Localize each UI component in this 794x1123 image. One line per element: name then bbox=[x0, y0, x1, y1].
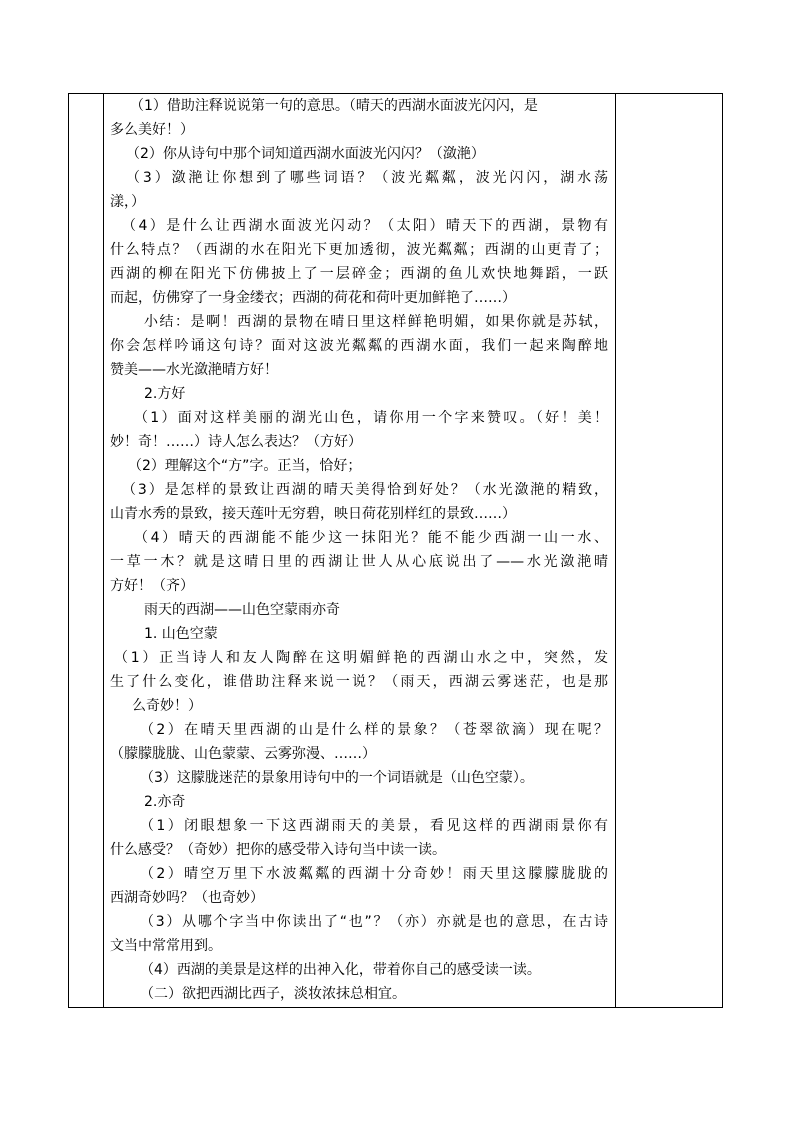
text-line: （2）晴空万里下水波粼粼的西湖十分奇妙！雨天里这朦朦胧胧的 bbox=[140, 866, 608, 882]
text-line: （2）在晴天里西湖的山是什么样的景象？（苍翠欲滴）现在呢？ bbox=[140, 722, 608, 738]
text-line: （3）是怎样的景致让西湖的晴天美得恰到好处？（水光潋滟的精致， bbox=[122, 482, 608, 498]
text-line: 雨天的西湖——山色空蒙雨亦奇 bbox=[144, 602, 340, 618]
text-line: 什么特点？（西湖的水在阳光下更加透彻，波光粼粼；西湖的山更青了； bbox=[110, 242, 608, 258]
text-line: 什么感受？（奇妙）把你的感受带入诗句当中读一读。 bbox=[110, 842, 446, 858]
table-column-divider-right bbox=[615, 94, 616, 1007]
text-line: 漾，） bbox=[110, 194, 145, 210]
text-line: （1）闭眼想象一下这西湖雨天的美景，看见这样的西湖雨景你有 bbox=[140, 818, 608, 834]
text-line: 西湖奇妙吗？（也奇妙） bbox=[110, 890, 264, 906]
text-line: （2）理解这个“方”字。正当，恰好； bbox=[128, 458, 362, 474]
text-line: 多么美好！） bbox=[110, 122, 194, 138]
text-line: （朦朦胧胧、山色蒙蒙、云雾弥漫、……） bbox=[110, 746, 376, 762]
text-line: 西湖的柳在阳光下仿佛披上了一层碎金；西湖的鱼儿欢快地舞蹈，一跃 bbox=[110, 266, 608, 282]
text-line: （1）面对这样美丽的湖光山色，请你用一个字来赞叹。（好！美！ bbox=[134, 410, 608, 426]
text-line: （4）西湖的美景是这样的出神入化，带着你自己的感受读一读。 bbox=[140, 962, 541, 978]
text-line: （3）从哪个字当中你读出了“也”？（亦）亦就是也的意思，在古诗 bbox=[140, 914, 608, 930]
text-line: （1）正当诗人和友人陶醉在这明媚鲜艳的西湖山水之中，突然，发 bbox=[114, 650, 608, 666]
text-line: 方好！（齐） bbox=[110, 578, 194, 594]
text-line: （4）是什么让西湖水面波光闪动？（太阳）晴天下的西湖，景物有 bbox=[122, 218, 608, 234]
text-line: 赞美——水光潋滟晴方好！ bbox=[110, 362, 278, 378]
text-line: （2）你从诗句中那个词知道西湖水面波光闪闪？（潋滟） bbox=[126, 146, 485, 162]
text-line: 一草一木？就是这晴日里的西湖让世人从心底说出了——水光潋滟晴 bbox=[110, 554, 608, 570]
table-column-divider-left bbox=[103, 94, 104, 1007]
text-line: （4）晴天的西湖能不能少这一抹阳光？能不能少西湖一山一水、 bbox=[134, 530, 608, 546]
text-line: 山青水秀的景致，接天莲叶无穷碧，映日荷花别样红的景致……） bbox=[110, 506, 516, 522]
text-line: （3）潋滟让你想到了哪些词语？（波光粼粼，波光闪闪，湖水荡 bbox=[126, 170, 608, 186]
text-line: 而起，仿佛穿了一身金缕衣；西湖的荷花和荷叶更加鲜艳了……） bbox=[110, 290, 516, 306]
text-line: 小结：是啊！西湖的景物在晴日里这样鲜艳明媚，如果你就是苏轼， bbox=[144, 314, 608, 330]
text-line: 你会怎样吟诵这句诗？面对这波光粼粼的西湖水面，我们一起来陶醉地 bbox=[110, 338, 608, 354]
text-line: 2.亦奇 bbox=[144, 794, 186, 810]
text-line: 2.方好 bbox=[144, 386, 186, 402]
text-line: 么奇妙！） bbox=[132, 698, 202, 714]
text-line: 文当中常常用到。 bbox=[110, 938, 222, 954]
text-line: 妙！奇！……）诗人怎么表达？（方好） bbox=[110, 434, 362, 450]
text-line: 1. 山色空蒙 bbox=[144, 626, 218, 642]
text-line: （3）这朦胧迷茫的景象用诗句中的一个词语就是（山色空蒙）。 bbox=[140, 770, 534, 786]
text-line: 生了什么变化，谁借助注释来说一说？（雨天，西湖云雾迷茫，也是那 bbox=[110, 674, 608, 690]
text-line: （二）欲把西湖比西子，淡妆浓抹总相宜。 bbox=[140, 986, 406, 1002]
text-line: （1）借助注释说说第一句的意思。（晴天的西湖水面波光闪闪，是 bbox=[130, 98, 538, 114]
